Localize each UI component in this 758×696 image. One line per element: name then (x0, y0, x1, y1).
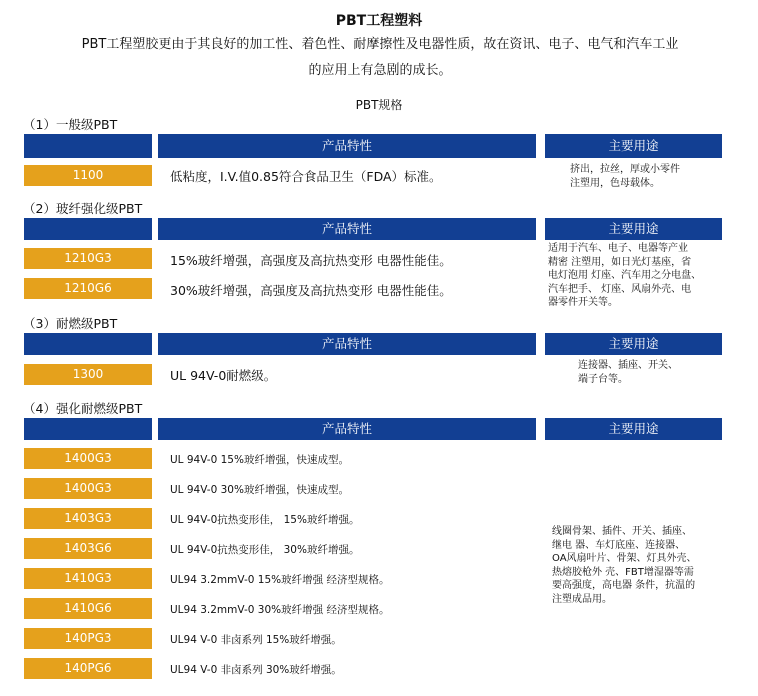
property-text: UL94 V-0 非卤系列 15%玻纤增强。 (170, 634, 342, 646)
use-text: 挤出，拉丝，厚或小零件 注塑用，色母载体。 (570, 164, 680, 189)
property-text: UL 94V-0耐燃级。 (170, 368, 277, 383)
grade-label: 1300 (24, 364, 152, 385)
spec-subtitle: PBT规格 (355, 98, 403, 112)
grade-label: 140PG6 (24, 658, 152, 679)
use-header: 主要用途 (545, 418, 722, 440)
grade-header-bar (24, 134, 152, 158)
grade-label: 1403G6 (24, 538, 152, 559)
grade-label: 1100 (24, 165, 152, 186)
property-text: 15%玻纤增强，高强度及高抗热变形 电器性能佳。 (170, 253, 452, 268)
property-text: UL94 3.2mmV-0 15%玻纤增强 经济型规格。 (170, 574, 390, 586)
property-text: UL 94V-0抗热变形佳， 30%玻纤增强。 (170, 544, 360, 556)
property-text: 30%玻纤增强，高强度及高抗热变形 电器性能佳。 (170, 283, 452, 298)
grade-label: 1410G3 (24, 568, 152, 589)
grade-header-bar (24, 333, 152, 355)
use-header: 主要用途 (545, 218, 722, 240)
grade-label: 1400G3 (24, 448, 152, 469)
use-text: 适用于汽车、电子、电器等产业 精密 注塑用，如日光灯基座，省 电灯泡用 灯座、汽车用之分电盘、 汽车把手、 灯座、风扇外壳、电 器零件开关等。 (548, 243, 702, 308)
section-heading-general: （1）一般级PBT (23, 117, 118, 132)
use-header: 主要用途 (545, 333, 722, 355)
grade-header-bar (24, 418, 152, 440)
section-heading-flame-retardant: （3）耐燃级PBT (23, 316, 118, 331)
intro-line-2: 的应用上有急剧的成长。 (308, 63, 452, 78)
property-header: 产品特性 (158, 418, 536, 440)
grade-label: 1210G3 (24, 248, 152, 269)
property-text: 低粘度，I.V.值0.85符合食品卫生（FDA）标准。 (170, 169, 442, 184)
grade-label: 1403G3 (24, 508, 152, 529)
section-heading-glass-fiber: （2）玻纤强化级PBT (23, 201, 143, 216)
page-title: PBT工程塑料 (335, 13, 423, 29)
property-text: UL94 3.2mmV-0 30%玻纤增强 经济型规格。 (170, 604, 390, 616)
use-text: 线圈骨架、插件、开关、插座、 继电 器、车灯底座、连接器、 OA风扇叶片、骨架、灯具外壳、 热熔胶枪外 壳、FBT增湿器等需 要高强度，高电器 条件，抗温的 注塑成品用。 (552, 526, 697, 605)
property-text: UL 94V-0 15%玻纤增强，快速成型。 (170, 454, 349, 466)
property-header: 产品特性 (158, 333, 536, 355)
grade-label: 1400G3 (24, 478, 152, 499)
intro-line-1: PBT工程塑胶更由于其良好的加工性、着色性、耐摩擦性及电器性质，故在资讯、电子、电气和汽车工业 (81, 37, 679, 52)
property-header: 产品特性 (158, 134, 536, 158)
grade-label: 1410G6 (24, 598, 152, 619)
use-header: 主要用途 (545, 134, 722, 158)
section-heading-reinforced-flame-retardant: （4）强化耐燃级PBT (23, 401, 143, 416)
property-text: UL 94V-0 30%玻纤增强，快速成型。 (170, 484, 349, 496)
grade-label: 140PG3 (24, 628, 152, 649)
property-text: UL94 V-0 非卤系列 30%玻纤增强。 (170, 664, 342, 676)
property-text: UL 94V-0抗热变形佳， 15%玻纤增强。 (170, 514, 360, 526)
grade-header-bar (24, 218, 152, 240)
grade-label: 1210G6 (24, 278, 152, 299)
use-text: 连接器、插座、开关、 端子台等。 (578, 360, 678, 385)
property-header: 产品特性 (158, 218, 536, 240)
